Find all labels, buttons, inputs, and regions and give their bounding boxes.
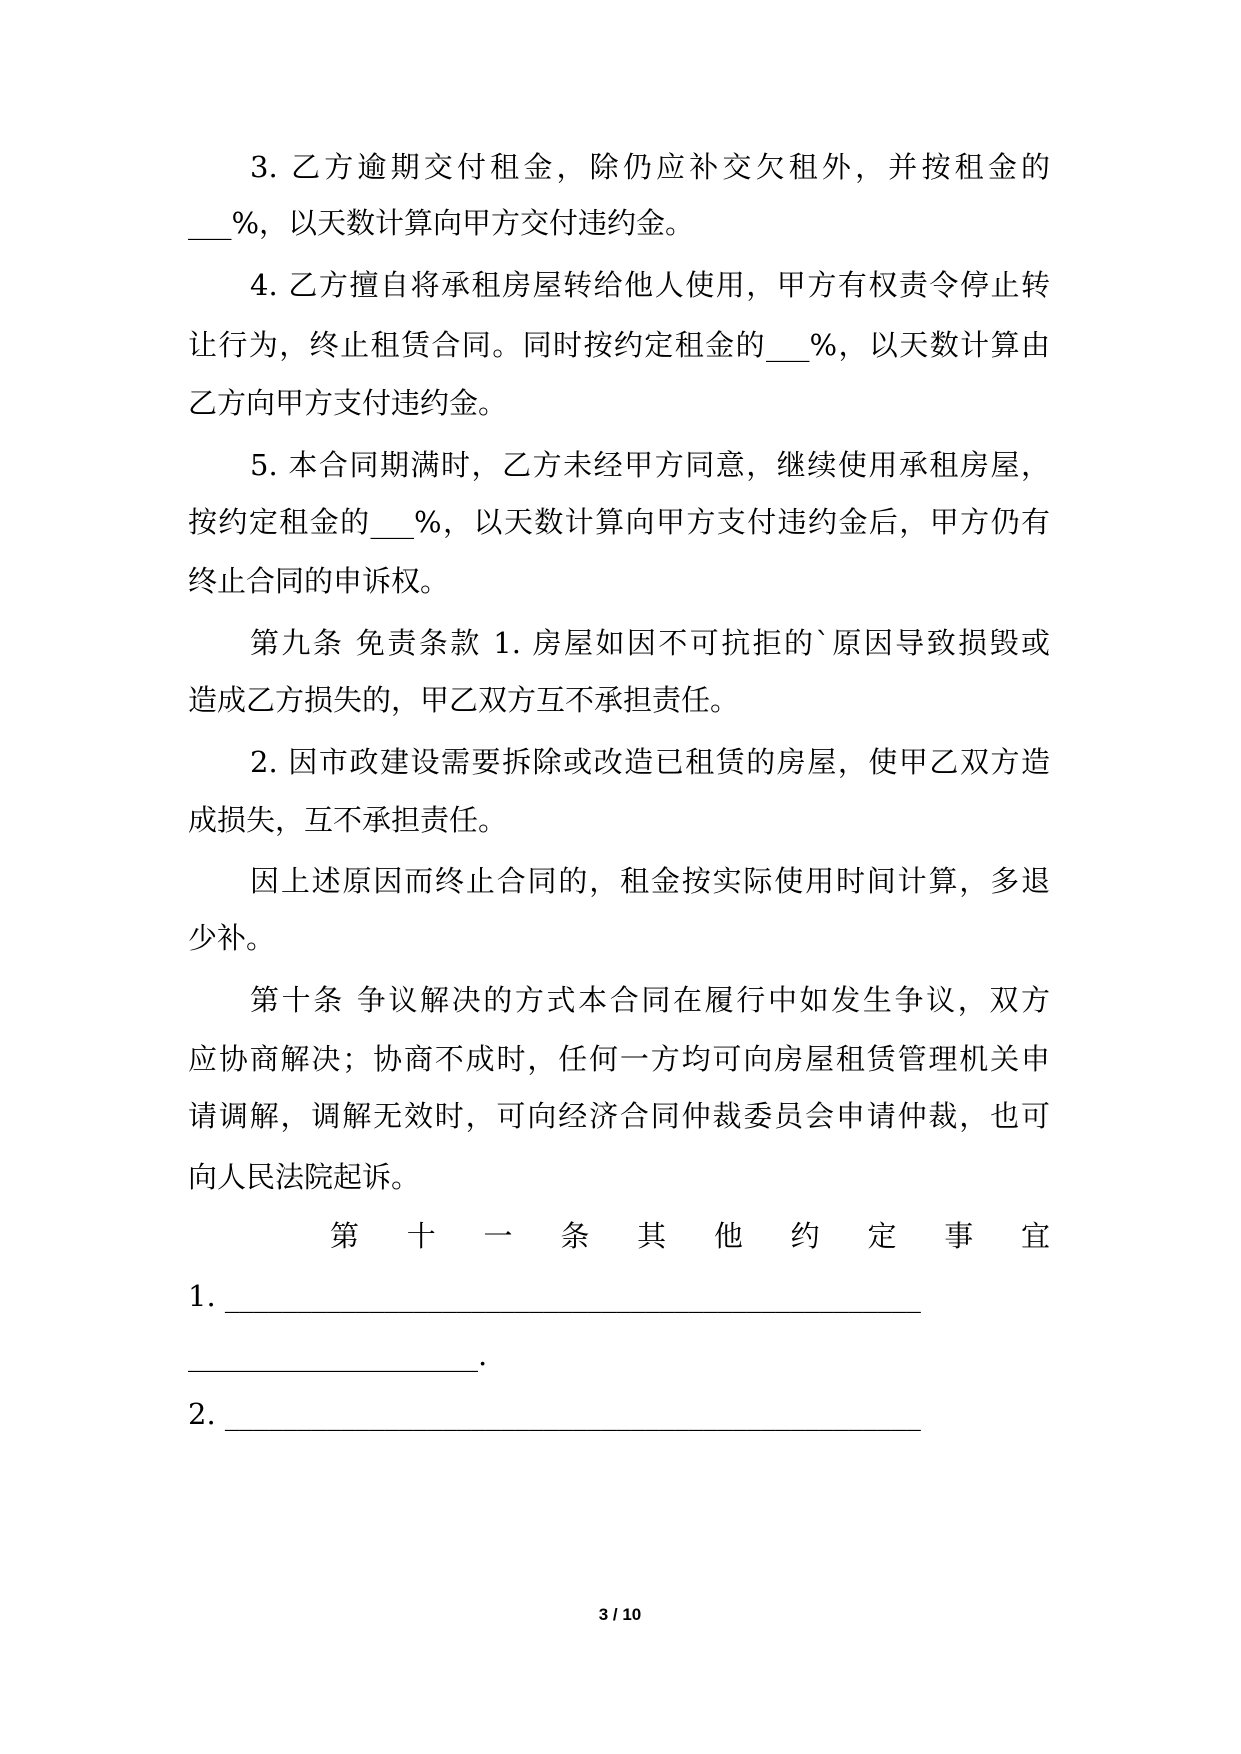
paragraph-line-8: 终止合同的申诉权。 <box>188 564 450 598</box>
paragraph-line-12: 成损失，互不承担责任。 <box>188 803 508 837</box>
article-10-line-2: 应协商解决；协商不成时，任何一方均可向房屋租赁管理机关申 <box>188 1042 1050 1076</box>
page-number: 3 / 10 <box>598 1605 642 1624</box>
paragraph-line-5: 乙方向甲方支付违约金。 <box>188 386 508 420</box>
article-10-line-4: 向人民法院起诉。 <box>188 1160 421 1194</box>
paragraph-line-2: ___%，以天数计算向甲方交付违约金。 <box>188 206 695 240</box>
paragraph-line-11: 2. 因市政建设需要拆除或改造已租赁的房屋，使甲乙双方造 <box>250 745 1050 779</box>
blank-item-1: 1. ________________________________________________ <box>188 1279 921 1313</box>
article-10-line-1: 第十条 争议解决的方式本合同在履行中如发生争议，双方 <box>250 983 1050 1017</box>
paragraph-line-7: 按约定租金的___%，以天数计算向甲方支付违约金后，甲方仍有 <box>188 505 1050 539</box>
article-9-line-2: 造成乙方损失的，甲乙双方互不承担责任。 <box>188 683 740 717</box>
blank-item-2: 2. ________________________________________________ <box>188 1397 921 1431</box>
article-9-line-1: 第九条 免责条款 1. 房屋如因不可抗拒的`原因导致损毁或 <box>250 626 1050 660</box>
paragraph-line-1: 3. 乙方逾期交付租金，除仍应补交欠租外，并按租金的 <box>250 150 1050 184</box>
article-10-line-3: 请调解，调解无效时，可向经济合同仲裁委员会申请仲裁，也可 <box>188 1099 1050 1133</box>
paragraph-line-4: 让行为，终止租赁合同。同时按约定租金的___%，以天数计算由 <box>188 328 1050 362</box>
paragraph-line-6: 5. 本合同期满时，乙方未经甲方同意，继续使用承租房屋， <box>250 448 1050 482</box>
paragraph-line-14: 少补。 <box>188 921 276 955</box>
blank-item-1-continuation: ____________________. <box>188 1338 488 1372</box>
paragraph-line-13: 因上述原因而终止合同的，租金按实际使用时间计算，多退 <box>250 864 1050 898</box>
article-11-heading: 第 十 一 条 其 他 约 定 事 宜 <box>330 1219 1050 1253</box>
paragraph-line-3: 4. 乙方擅自将承租房屋转给他人使用，甲方有权责令停止转 <box>250 268 1050 302</box>
